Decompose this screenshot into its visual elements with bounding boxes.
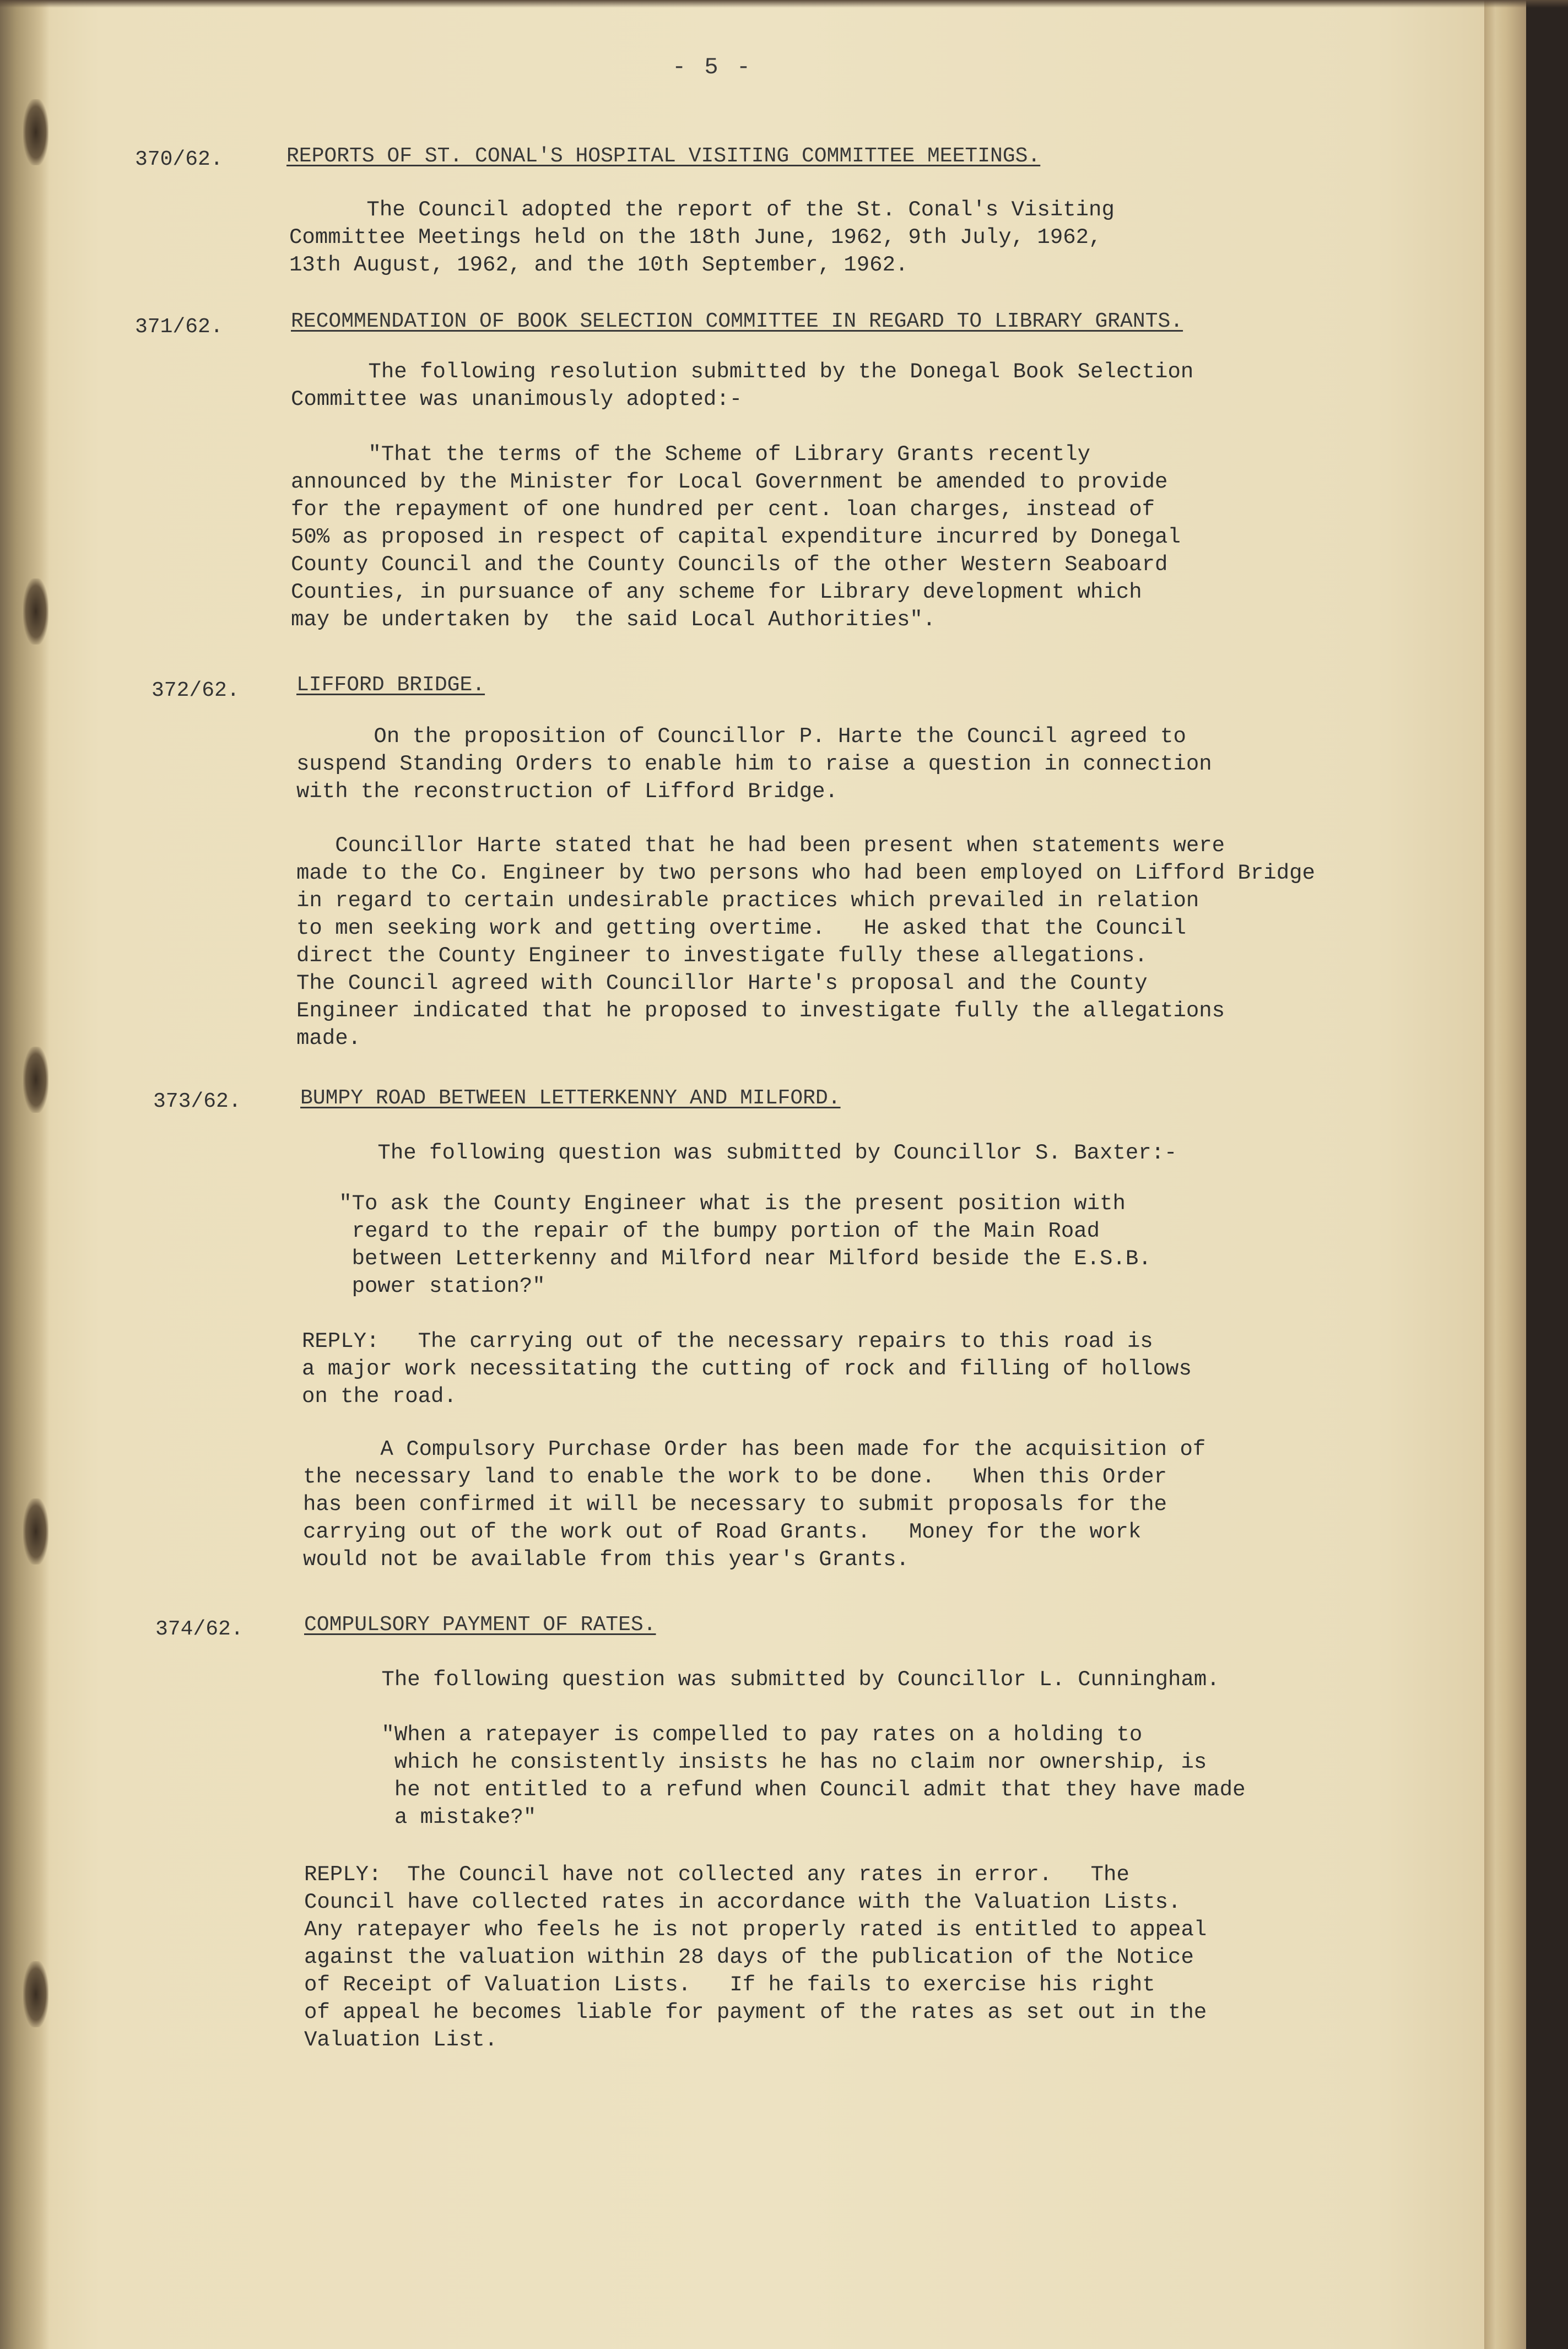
item-number: 374/62. [155,1617,244,1641]
binding-hole [23,99,48,165]
page-edge [1484,0,1526,2349]
paragraph: "To ask the County Engineer what is the present position with regard to the repair of the bumpy portion of the Main Road between Letterkenny and Milford near Milford beside the E.S.B. power station?" [339,1192,1151,1298]
binding-hole [23,1961,48,2027]
item-heading: REPORTS OF ST. CONAL'S HOSPITAL VISITING COMMITTEE MEETINGS. [286,144,1041,168]
paragraph: The Council adopted the report of the St. Conal's Visiting Committee Meetings held on the 18th June, 1962, 9th July, 1962, 13th August, 1962, and the 10th September, 1962. [289,198,1115,277]
item-number: 373/62. [153,1090,241,1113]
paragraph: REPLY: The Council have not collected any rates in error. The Council have collected rates in accordance with the Valuation Lists. Any ratepayer who feels he is not properly rated is entitled to appeal against the valuation within 28 days of the publication of the Notice of Receipt of Valuation Lists. If he fails to exercise his right of appeal he becomes liable for payment of the rates as set out in the Valuation List. [304,1863,1207,2052]
paragraph: "That the terms of the Scheme of Library Grants recently announced by the Minister for Local Government be amended to provide for the repayment of one hundred per cent. loan charges, instead of 50% as proposed in respect of capital expenditure incurred by Donegal County Council and the County Councils of the other Western Seaboard Counties, in pursuance of any scheme for Library development which may be undertaken by the said Local Authorities". [291,442,1181,632]
paragraph: The following resolution submitted by the Donegal Book Selection Committee was unanimously adopted:- [291,360,1194,412]
item-heading: COMPULSORY PAYMENT OF RATES. [304,1613,656,1637]
item-heading: BUMPY ROAD BETWEEN LETTERKENNY AND MILFORD. [300,1086,841,1110]
paragraph: REPLY: The carrying out of the necessary repairs to this road is a major work necessitating the cutting of rock and filling of hollows on the road. [302,1329,1192,1409]
paragraph: The following question was submitted by Councillor L. Cunningham. [304,1668,1220,1692]
binding-hole [23,1498,48,1565]
item-heading: RECOMMENDATION OF BOOK SELECTION COMMITTEE IN REGARD TO LIBRARY GRANTS. [291,310,1183,333]
item-heading: LIFFORD BRIDGE. [296,673,485,697]
binding-hole [23,1047,48,1113]
paragraph: On the proposition of Councillor P. Harte the Council agreed to suspend Standing Orders to enable him to raise a question in connection with the reconstruction of Lifford Bridge. [296,724,1212,804]
paragraph: Councillor Harte stated that he had been present when statements were made to the Co. Engineer by two persons who had been employed on Lifford Bridge in regard to certain undesirable practices which prevailed in relation to men seeking work and getting overtime. He asked that the Council direct the County Engineer to investigate fully these allegations. The Council agreed with Councillor Harte's proposal and the County Engineer indicated that he proposed to investigate fully the allegations made. [296,833,1315,1051]
paragraph: "When a ratepayer is compelled to pay rates on a holding to which he consistently insists he has no claim nor ownership, is he not entitled to a refund when Council admit that they have made a mistake?" [381,1723,1246,1830]
paragraph: The following question was submitted by Councillor S. Baxter:- [300,1141,1177,1165]
top-shadow [0,0,1568,8]
page-number: - 5 - [672,54,753,80]
item-number: 371/62. [135,315,223,339]
binding-hole [23,578,48,645]
item-number: 372/62. [152,679,240,702]
paragraph: A Compulsory Purchase Order has been made for the acquisition of the necessary land to enable the work to be done. When this Order has been confirmed it will be necessary to submit proposals for the carrying out of the work out of Road Grants. Money for the work would not be available from this year's Grants. [303,1437,1206,1572]
item-number: 370/62. [135,148,223,171]
